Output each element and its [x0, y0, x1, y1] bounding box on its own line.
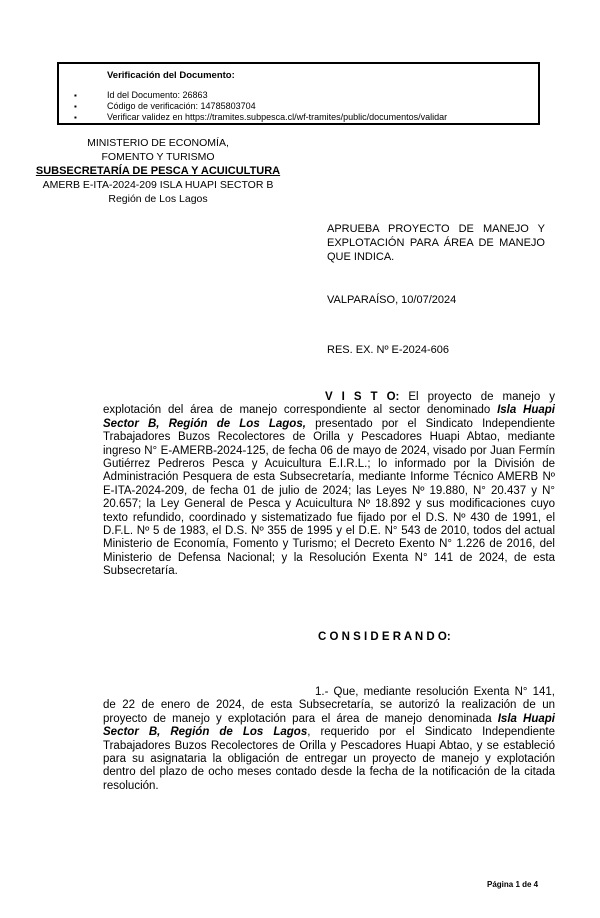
list-item	[59, 90, 538, 101]
letterhead	[17, 136, 299, 206]
bullet-icon: ▪	[74, 113, 77, 122]
verification-box	[57, 62, 540, 125]
verification-list	[59, 90, 538, 123]
considerando-paragraph-1	[103, 686, 555, 793]
bullet-icon: ▪	[74, 91, 77, 100]
ministry-line-1: MINISTERIO DE ECONOMÍA,	[87, 137, 229, 149]
ministry-line-2: FOMENTO Y TURISMO	[101, 151, 215, 163]
considerando-heading: C O N S I D E R A N D O:	[318, 631, 451, 643]
list-item	[59, 112, 538, 123]
visto-paragraph	[103, 391, 555, 579]
visto-label: V I S T O:	[325, 391, 400, 403]
resolution-subject: APRUEBA PROYECTO DE MANEJO Y EXPLOTACIÓN PARA ÁREA DE MANEJO QUE INDICA.	[327, 223, 545, 263]
considerando-text-2: , requerido por el Sindicato Independiente Trabajadores Buzos Recolectores de Orilla y Pescadores Huapi Abtao, y se estableció para su asignataria la obligación de entregar un proyecto de manejo y explotación dentro del plazo de ocho meses contado desde la fecha de la notificación de la citada resolución.	[103, 726, 556, 792]
visto-text-2: presentado por el Sindicato Independiente Trabajadores Buzos Recolectores de Orilla y Pescadores Huapi Abtao, mediante ingreso N° E-AMERB-2024-125, de fecha 06 de mayo de 2024, visado por Juan Fermín Gutiérrez Pedreros Pesca y Acuicultura E.I.R.L.; lo informado por la División de Administración Pesquera de esta Subsecretaría, mediante Informe Técnico AMERB Nº E-ITA-2024-209, de fecha 01 de julio de 2024; las Leyes Nº 19.880, N° 20.437 y N° 20.657; la Ley General de Pesca y Acuicultura Nº 18.892 y sus modificaciones cuyo texto refundido, coordinado y sistematizado fue fijado por el D.S. Nº 430 de 1991, el D.F.L. Nº 5 de 1983, el D.S. Nº 355 de 1995 y el D.E. N° 543 de 2010, todos del actual Ministerio de Economía, Fomento y Turismo; el Decreto Exento N° 1.226 de 2016, del Ministerio de Defensa Nacional; y la Resolución Exenta N° 141 de 2024, de esta Subsecretaría.	[103, 417, 555, 578]
visto-text-1: El proyecto de manejo y explotación del área de manejo correspondiente al sector denominado	[103, 391, 555, 417]
subsecretaria-title: SUBSECRETARÍA DE PESCA Y ACUICULTURA	[35, 165, 281, 177]
list-item	[59, 101, 538, 112]
validation-url-text: Verificar validez en https://tramites.subpesca.cl/wf-tramites/public/documentos/validar	[107, 112, 448, 122]
area-name-highlight: Isla Huapi Sector B, Región de Los Lagos,	[103, 404, 555, 430]
page-number: Página 1 de 4	[487, 880, 539, 889]
place-and-date: VALPARAÍSO, 10/07/2024	[327, 294, 457, 306]
area-name-highlight: Isla Huapi Sector B, Región de Los Lagos	[103, 712, 555, 739]
region-label: Región de Los Lagos	[108, 193, 208, 205]
resolution-number: RES. EX. Nº E-2024-606	[327, 344, 450, 356]
bullet-icon: ▪	[74, 102, 77, 111]
document-id-text: Id del Documento: 26863	[107, 90, 208, 100]
considerando-text-1: 1.- Que, mediante resolución Exenta N° 141, de 22 de enero de 2024, de esta Subsecretaría, se autorizó la realización de un proyecto de manejo y explotación para el área de manejo denominada	[103, 686, 555, 725]
amerb-reference: AMERB E-ITA-2024-209 ISLA HUAPI SECTOR B	[42, 179, 274, 191]
verification-code-text: Código de verificación: 14785803704	[107, 101, 256, 111]
verification-title: Verificación del Documento:	[107, 70, 235, 81]
